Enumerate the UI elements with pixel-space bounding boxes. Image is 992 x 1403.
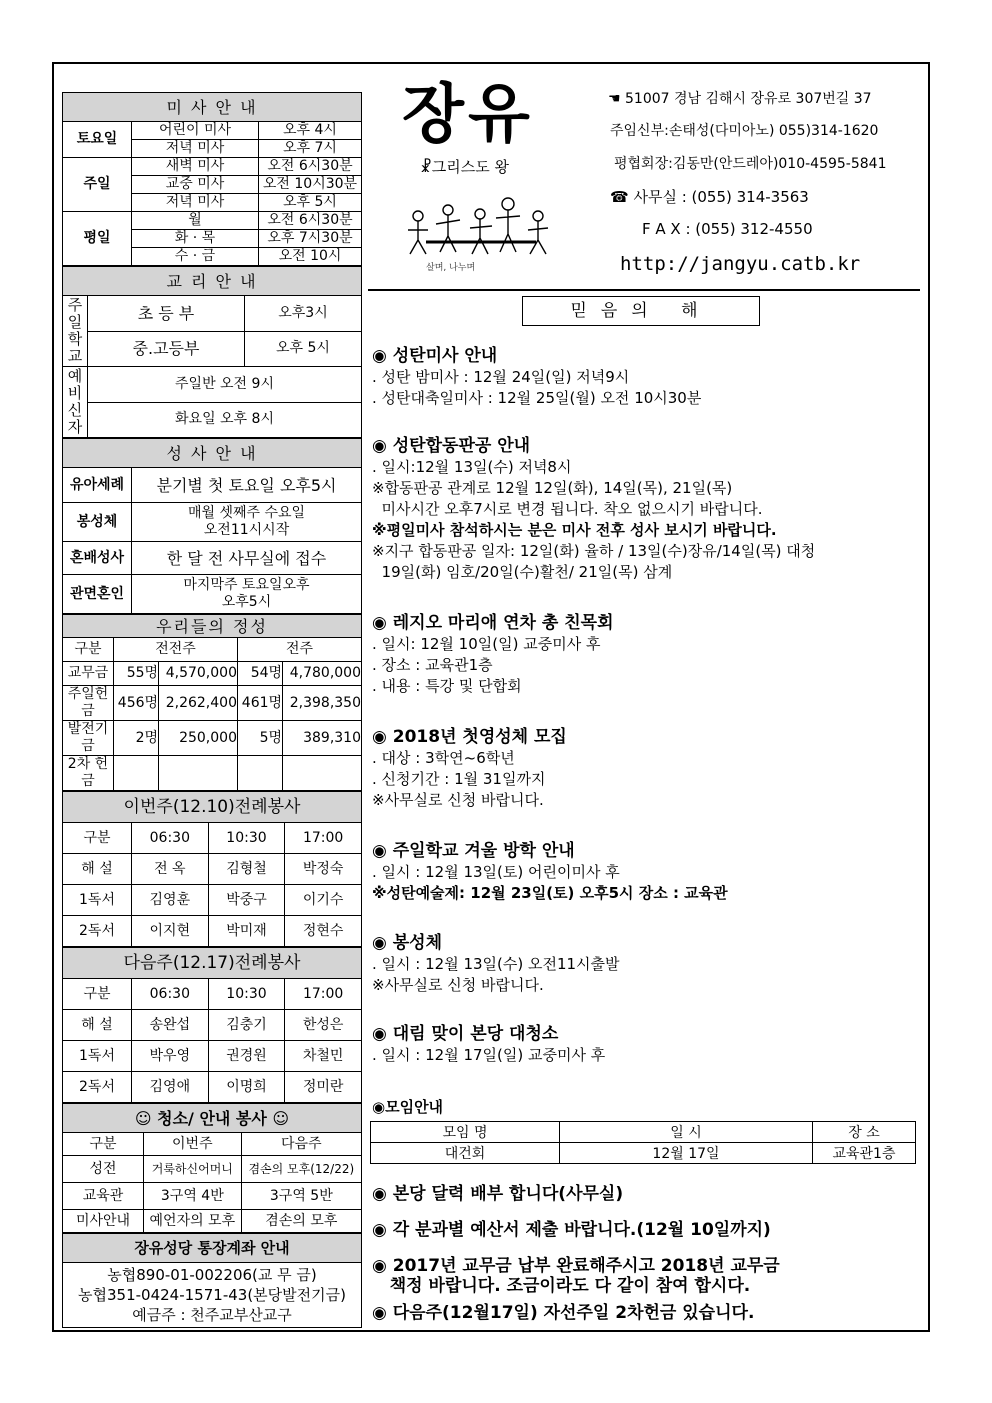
doctrine-cell: 오후3시 [245,296,362,332]
mass-title: 미 사 안 내 [63,93,362,122]
section-title: ◉ 성탄합동판공 안내 [372,436,531,456]
account-title: 장유성당 통장계좌 안내 [63,1234,362,1263]
meeting-header: 장 소 [813,1122,916,1143]
header-divider [368,289,920,291]
mass-cell: 오전 10시30분 [259,176,362,194]
offering-cell: 발전기금 [63,721,114,756]
council-info: 평협회장:김동만(안드레아)010-4595-5841 [614,156,887,172]
service-cell: 해 설 [63,854,132,885]
section-line: 미사시간 오후7시로 변경 됩니다. 착오 없으시기 바랍니다. [372,500,763,518]
offering-title: 우리들의 정성 [63,615,362,638]
notice-calendar: ◉ 본당 달력 배부 합니다(사무실) [372,1184,624,1204]
sunday-school-label: 주일학교 [63,296,88,367]
left-column [62,92,362,1328]
service-cell: 이명희 [208,1072,285,1103]
mass-cell: 오전 10시 [259,248,362,266]
offering-cell: 2,262,400 [159,686,238,721]
address [608,88,872,108]
section-sunday-school [372,840,912,904]
sacrament-value: 분기별 첫 토요일 오후5시 [132,468,362,503]
hand-pointer-icon: ☚ [608,91,621,107]
sacrament-label: 봉성체 [63,503,132,542]
service-this-table [62,791,362,947]
sun-label: 주일 [63,158,132,212]
mass-cell: 저녁 미사 [132,194,259,212]
mass-cell: 화 · 목 [132,230,259,248]
sacrament-label: 유아세례 [63,468,132,503]
mass-cell: 오전 6시30분 [259,158,362,176]
mass-cell: 오후 5시 [259,194,362,212]
cleaning-cell: 거룩하신어머니 [144,1156,242,1183]
section-christmas-mass [372,345,912,409]
mass-cell: 저녁 미사 [132,140,259,158]
cleaning-title: ☺ 청소/ 안내 봉사 ☺ [63,1104,362,1133]
section-line: . 일시 : 12월 13일(수) 오전11시출발 [372,955,620,973]
section-line: . 일시 : 12월 17일(일) 교중미사 후 [372,1046,606,1064]
section-first-communion [372,726,912,811]
meeting-cell: 대건회 [371,1143,560,1164]
offering-cell: 54명 [237,662,282,686]
offering-cell: 2차 헌금 [63,756,114,791]
service-cell: 박정숙 [285,854,362,885]
mass-cell: 수 · 금 [132,248,259,266]
offering-cell: 4,780,000 [283,662,362,686]
parish-url[interactable]: http://jangyu.catb.kr [620,253,861,275]
sacrament-label: 혼배성사 [63,542,132,575]
meeting-cell: 12월 17일 [560,1143,813,1164]
mass-cell: 오전 6시30분 [259,212,362,230]
mass-cell: 어린이 미사 [132,122,259,140]
section-line: ※지구 합동판공 일자: 12일(화) 율하 / 13일(수)장유/14일(목) 대청 [372,542,816,560]
priest-info: 주임신부:손태성(다미아노) 055)314-1620 [610,123,879,139]
picture-caption: 살며, 나누며 [426,263,476,273]
service-cell: 1독서 [63,885,132,916]
sacrament-value: 한 달 전 사무실에 접수 [132,542,362,575]
week-label: 평일 [63,212,132,266]
section-line: . 일시:12월 13일(수) 저녁8시 [372,458,572,476]
service-cell: 송완섭 [132,1010,209,1041]
parish-logo: 장유 [402,77,534,152]
service-header: 10:30 [208,979,285,1010]
meeting-table [370,1121,916,1164]
service-header: 17:00 [285,823,362,854]
section-cleaning [372,1023,912,1066]
offering-cell: 4,570,000 [159,662,238,686]
section-line: ※사무실로 신청 바랍니다. [372,976,544,994]
service-cell: 김충기 [208,1010,285,1041]
account-line: 농협890-01-002206(교 무 금) [107,1266,317,1284]
meeting-title-wrap [372,1096,912,1118]
catechumen-label: 예비신자 [63,367,88,438]
doctrine-cell: 초 등 부 [88,296,245,332]
mass-cell: 오후 7시30분 [259,230,362,248]
service-cell: 박우영 [132,1041,209,1072]
offering-header: 구분 [63,638,114,662]
section-title: ◉ 봉성체 [372,933,443,953]
offering-header: 전주 [237,638,361,662]
service-cell: 김영훈 [132,885,209,916]
service-cell: 해 설 [63,1010,132,1041]
mass-cell: 교중 미사 [132,176,259,194]
cleaning-cell: 미사안내 [63,1210,144,1233]
community-picture [396,190,566,273]
doctrine-cell: 중.고등부 [88,331,245,367]
mass-cell: 오후 7시 [259,140,362,158]
cleaning-table [62,1103,362,1233]
offering-cell [283,756,362,791]
section-line: . 일시: 12월 10일(일) 교중미사 후 [372,635,601,653]
service-next-title: 다음주(12.17)전례봉사 [63,948,362,979]
section-line: ※성탄예술제: 12월 23일(토) 오후5시 장소 : 교육관 [372,884,728,902]
offering-cell: 주일헌금 [63,686,114,721]
cleaning-header: 이번주 [144,1133,242,1156]
cleaning-cell: 3구역 5반 [241,1183,361,1210]
account-table [62,1233,362,1328]
section-line: . 성탄대축일미사 : 12월 25일(월) 오전 10시30분 [372,389,702,407]
service-cell: 김영애 [132,1072,209,1103]
section-line: ※합동판공 관계로 12월 12일(화), 14일(목), 21일(목) [372,479,733,497]
cleaning-cell: 성전 [63,1156,144,1183]
mass-cell: 월 [132,212,259,230]
notice-dues: ◉ 2017년 교무금 납부 완료해주시고 2018년 교무금 책정 바랍니다. 조금이라도 다 같이 참여 합시다. [372,1256,780,1296]
sat-label: 토요일 [63,122,132,158]
office-phone [610,186,809,207]
section-confession [372,435,912,583]
service-header: 06:30 [132,823,209,854]
sacrament-title: 성 사 안 내 [63,439,362,468]
cleaning-cell: 겸손의 모후(12/22) [241,1156,361,1183]
service-header: 10:30 [208,823,285,854]
offering-cell: 교무금 [63,662,114,686]
meeting-header: 모임 명 [371,1122,560,1143]
meeting-cell: 교육관1층 [813,1143,916,1164]
main-title: 믿음의 해 [522,296,760,326]
doctrine-cell: 오후 5시 [245,331,362,367]
cleaning-cell: 겸손의 모후 [241,1210,361,1233]
service-cell: 권경원 [208,1041,285,1072]
parish-subtitle: ☧그리스도 왕 [420,158,509,176]
offering-cell [237,756,282,791]
sacrament-value: 매월 셋째주 수요일 오전11시시작 [132,503,362,542]
address-text: 51007 경남 김해시 장유로 307번길 37 [625,91,872,107]
sacrament-value: 마지막주 토요일오후 오후5시 [132,575,362,614]
mass-table [62,92,362,266]
section-title: ◉ 대림 맞이 본당 대청소 [372,1024,559,1044]
sacrament-table [62,438,362,614]
service-header: 구분 [63,823,132,854]
service-header: 구분 [63,979,132,1010]
section-line: . 장소 : 교육관1층 [372,656,493,674]
section-title: ◉ 성탄미사 안내 [372,346,498,366]
offering-header: 전전주 [114,638,238,662]
service-cell: 차철민 [285,1041,362,1072]
service-cell: 정현수 [285,916,362,947]
cleaning-header: 다음주 [241,1133,361,1156]
service-this-title: 이번주(12.10)전례봉사 [63,792,362,823]
section-title: ◉ 레지오 마리애 연차 총 친목회 [372,613,614,633]
doctrine-cell: 주일반 오전 9시 [88,367,362,403]
section-communion-sick [372,932,912,996]
service-cell: 박중구 [208,885,285,916]
office-text: 사무실 : (055) 314-3563 [633,188,809,206]
doctrine-table [62,266,362,438]
service-cell: 이지현 [132,916,209,947]
doctrine-cell: 화요일 오후 8시 [88,402,362,438]
offering-cell: 2,398,350 [283,686,362,721]
account-line: 예금주 : 천주교부산교구 [132,1306,292,1324]
meeting-header: 일 시 [560,1122,813,1143]
phone-icon: ☎ [610,188,629,206]
offering-table [62,614,362,791]
offering-cell: 461명 [237,686,282,721]
section-line: . 성탄 밤미사 : 12월 24일(일) 저녁9시 [372,368,630,386]
fax-info: F A X : (055) 312-4550 [642,220,813,238]
section-title: ◉ 주일학교 겨울 방학 안내 [372,841,575,861]
section-line: . 내용 : 특강 및 단합회 [372,677,522,695]
service-cell: 2독서 [63,1072,132,1103]
offering-cell: 5명 [237,721,282,756]
service-next-table [62,947,362,1103]
section-title: ◉ 2018년 첫영성체 모집 [372,727,567,747]
mass-cell: 새벽 미사 [132,158,259,176]
offering-cell: 456명 [114,686,159,721]
section-line: . 신청기간 : 1월 31일까지 [372,770,546,788]
offering-cell: 250,000 [159,721,238,756]
offering-cell [159,756,238,791]
section-line: ※평일미사 참석하시는 분은 미사 전후 성사 보시기 바랍니다. [372,521,777,539]
sacrament-label: 관면혼인 [63,575,132,614]
service-cell: 박미재 [208,916,285,947]
service-cell: 2독서 [63,916,132,947]
service-cell: 1독서 [63,1041,132,1072]
service-cell: 한성은 [285,1010,362,1041]
cleaning-cell: 3구역 4반 [144,1183,242,1210]
mass-cell: 오후 4시 [259,122,362,140]
doctrine-title: 교 리 안 내 [63,267,362,296]
offering-cell: 55명 [114,662,159,686]
notice-budget: ◉ 각 분과별 예산서 제출 바랍니다.(12월 10일까지) [372,1220,771,1240]
section-line: ※사무실로 신청 바랍니다. [372,791,544,809]
offering-cell: 2명 [114,721,159,756]
cleaning-cell: 교육관 [63,1183,144,1210]
service-cell: 정미란 [285,1072,362,1103]
service-cell: 이기수 [285,885,362,916]
offering-cell: 389,310 [283,721,362,756]
cleaning-cell: 예언자의 모후 [144,1210,242,1233]
service-header: 17:00 [285,979,362,1010]
account-body [63,1263,362,1328]
section-legio [372,612,912,697]
service-header: 06:30 [132,979,209,1010]
section-line: 19일(화) 임호/20일(수)활천/ 21일(목) 삼계 [372,563,673,581]
notice-charity: ◉ 다음주(12월17일) 자선주일 2차헌금 있습니다. [372,1303,755,1323]
section-line: . 대상 : 3학연~6학년 [372,749,515,767]
offering-cell [114,756,159,791]
meeting-title: ◉모임안내 [372,1098,444,1116]
service-cell: 전 옥 [132,854,209,885]
cleaning-header: 구분 [63,1133,144,1156]
section-line: . 일시 : 12월 13일(토) 어린이미사 후 [372,863,620,881]
account-line: 농협351-0424-1571-43(본당발전기금) [78,1286,346,1304]
service-cell: 김형철 [208,854,285,885]
